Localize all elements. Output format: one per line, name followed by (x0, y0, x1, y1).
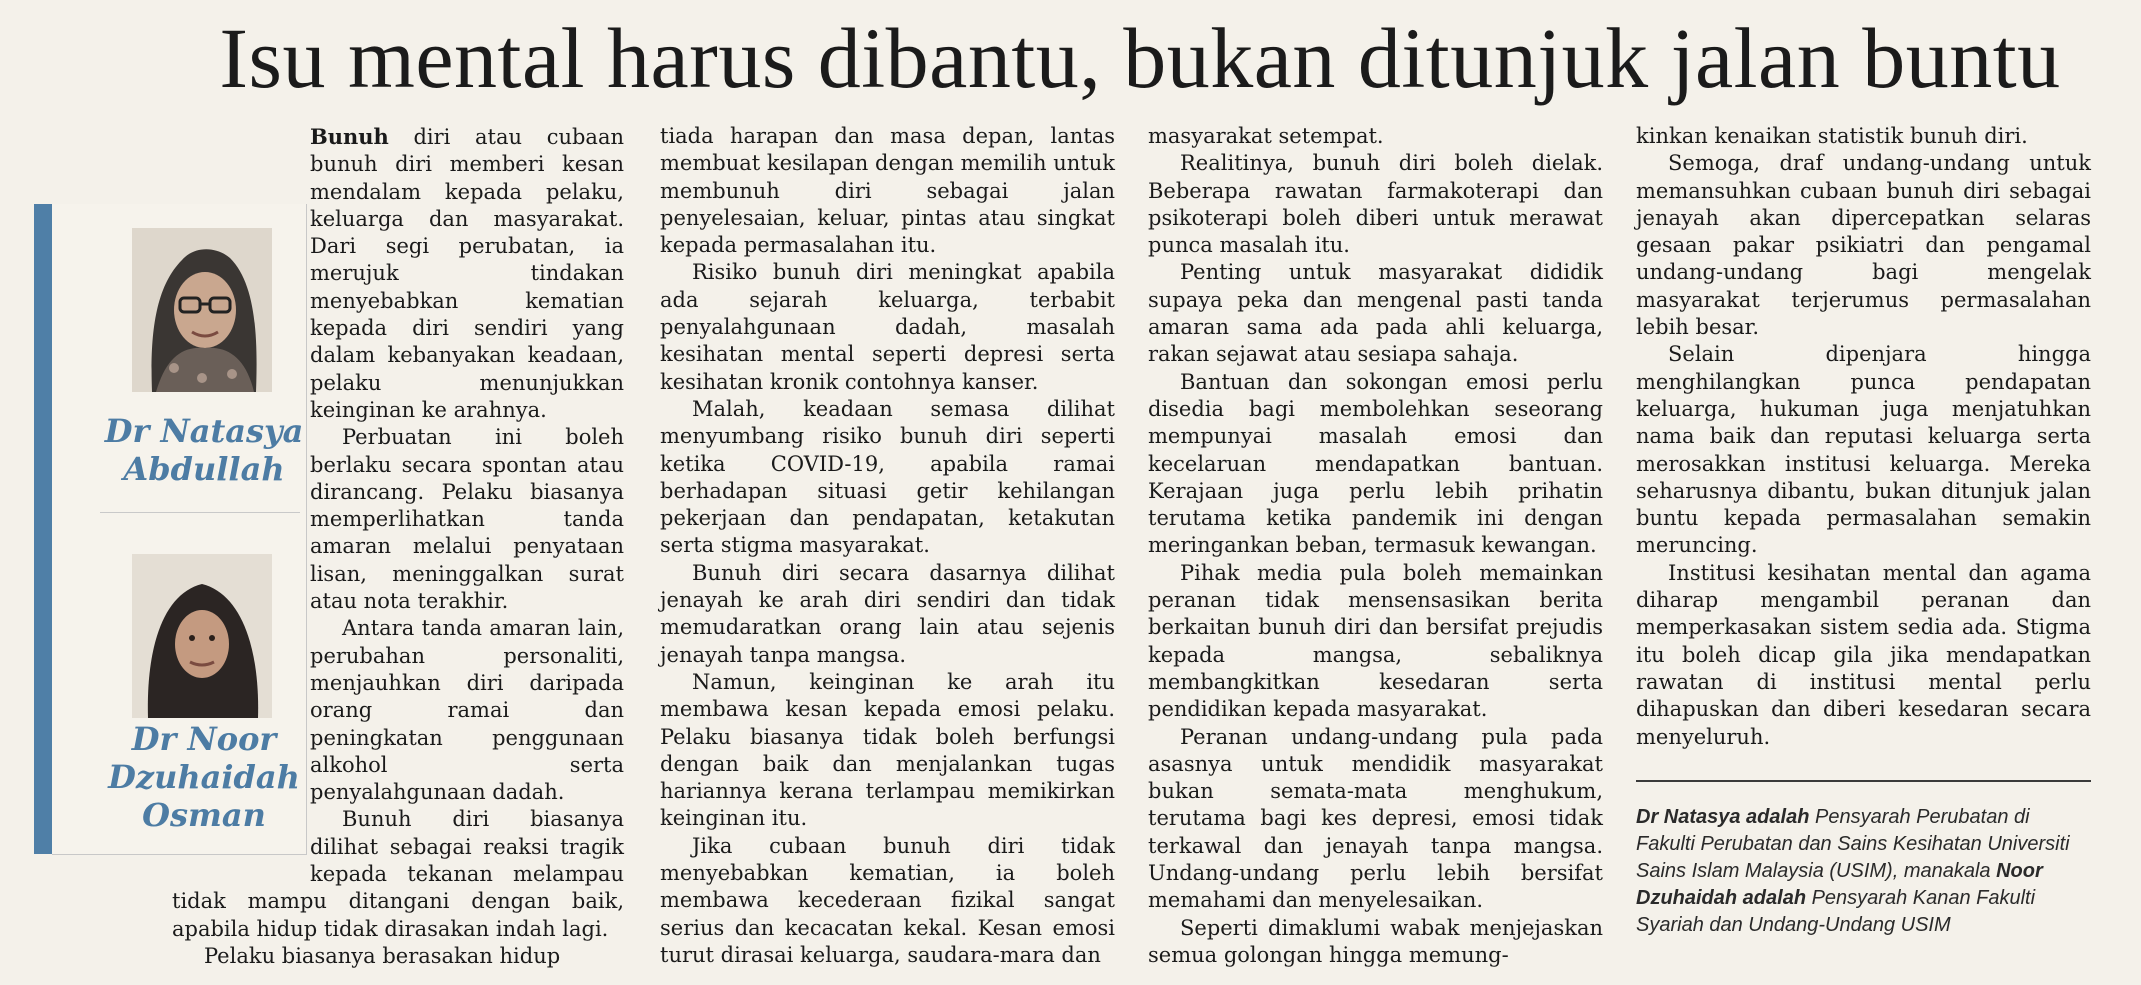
author-bio (1636, 804, 2091, 939)
article-column-1 (172, 123, 624, 970)
paragraph: masyarakat setempat. (1148, 124, 1384, 148)
paragraph: kinkan kenaikan statistik bunuh diri. (1636, 124, 2028, 148)
paragraph: Pihak media pula boleh memainkan peranan tidak mensensasikan berita berkaitan bunuh diri dan bersifat prejudis kepada mangsa, sebaliknya membangkitkan kesedaran serta pendidikan kepada masyarakat. (1148, 560, 1603, 722)
paragraph: Antara tanda amaran lain, perubahan personaliti, menjauhkan diri daripada orang ramai dan peningkatan penggunaan alkohol serta penyalahgunaan dadah. (310, 616, 624, 805)
article-column-2 (660, 123, 1115, 969)
article-column-4 (1636, 123, 2091, 751)
paragraph-text: diri atau cubaan bunuh diri memberi kesan mendalam kepada pelaku, keluarga dan masyarakat. Dari segi perubatan, ia merujuk tindakan menyebabkan kematian kepada diri sendiri yang dalam kebanyakan keadaan, pelaku menunjukkan keinginan ke arahnya. (310, 125, 624, 422)
bio-bold: Dr Natasya adalah (1636, 806, 1810, 828)
author-name-line: Dzuhaidah (108, 758, 300, 796)
author-name-line: Osman (142, 796, 266, 834)
article-column-3 (1148, 123, 1603, 969)
headline: Isu mental harus dibantu, bukan ditunjuk jalan buntu (219, 10, 2061, 106)
bio-divider (1636, 780, 2091, 782)
bio-text: Pensyarah Perubatan di Fakulti Perubatan dan Sains Kesihatan Universiti Sains Islam Malaysia (USIM), manakala (1636, 806, 2070, 882)
paragraph: Perbuatan ini boleh berlaku secara spontan atau dirancang. Pelaku biasanya memperlihatkan tanda amaran melalui penyataan lisan, meninggalkan surat atau nota terakhir. (310, 425, 624, 614)
paragraph: Namun, keinginan ke arah itu membawa kesan kepada emosi pelaku. Pelaku biasanya tidak boleh berfungsi dengan baik dan menjalankan tugas hariannya kerana terlampau memikirkan keinginan itu. (660, 669, 1115, 831)
bio-bold: Noor Dzuhaidah adalah (1636, 860, 2043, 909)
paragraph: Penting untuk masyarakat dididik supaya peka dan mengenal pasti tanda amaran sama ada pada ahli keluarga, rakan sejawat atau sesiapa sahaja. (1148, 260, 1603, 367)
paragraph: Selain dipenjara hingga menghilangkan punca pendapatan keluarga, hukuman juga menjatuhkan nama baik dan reputasi keluarga serta merosakkan institusi keluarga. Mereka seharusnya dibantu, bukan ditunjuk jalan buntu kepada permasalahan semakin meruncing. (1636, 342, 2091, 558)
paragraph: Institusi kesihatan mental dan agama diharap mengambil peranan dan memperkasakan sistem sedia ada. Stigma itu boleh dicap gila jika mendapatkan rawatan di institusi mental perlu dihapuskan dan diberi kesedaran secara menyeluruh. (1636, 560, 2091, 749)
author-name-line: Dr Noor (131, 720, 277, 758)
paragraph: Bantuan dan sokongan emosi perlu disedia bagi membolehkan seseorang mempunyai masalah emosi dan kecelaruan mendapatkan bantuan. Kerajaan juga perlu lebih prihatin terutama ketika pandemik ini dengan meringankan beban, termasuk kewangan. (1148, 369, 1603, 558)
accent-bar (34, 204, 52, 854)
paragraph: Bunuh diri secara dasarnya dilihat jenayah ke arah diri sendiri dan tidak memudaratkan orang lain atau sejenis jenayah tanpa mangsa. (660, 560, 1115, 667)
paragraph: Bunuh diri biasanya dilihat sebagai reaksi tragik kepada tekanan melampau tidak mampu ditangani dengan baik, apabila hidup tidak dirasakan indah lagi. (172, 807, 624, 941)
author-name-line: Dr Natasya (104, 412, 304, 450)
paragraph: Seperti dimaklumi wabak menjejaskan semua golongan hingga memung- (1148, 915, 1603, 967)
paragraph: Realitinya, bunuh diri boleh dielak. Beberapa rawatan farmakoterapi dan psikoterapi boleh diberi untuk merawat punca masalah itu. (1148, 151, 1603, 258)
paragraph: Semoga, draf undang-undang untuk memansuhkan cubaan bunuh diri sebagai jenayah akan dipercepatkan selaras gesaan pakar psikiatri dan pengamal undang-undang bagi mengelak masyarakat terjerumus permasalahan lebih besar. (1636, 151, 2091, 340)
paragraph: Malah, keadaan semasa dilihat menyumbang risiko bunuh diri seperti ketika COVID-19, apabila ramai berhadapan situasi getir kehilangan pekerjaan dan pendapatan, ketakutan serta stigma masyarakat. (660, 396, 1115, 558)
bio-text: Pensyarah Kanan Fakulti Syariah dan Undang-Undang USIM (1636, 887, 2036, 936)
paragraph: Risiko bunuh diri meningkat apabila ada sejarah keluarga, terbabit penyalahgunaan dadah, masalah kesihatan mental seperti depresi serta kesihatan kronik contohnya kanser. (660, 260, 1115, 394)
paragraph: Jika cubaan bunuh diri tidak menyebabkan kematian, ia boleh membawa kecederaan fizikal sangat serius dan kecacatan kekal. Kesan emosi turut dirasai keluarga, saudara-mara dan (660, 833, 1115, 967)
lead-word: Bunuh (310, 124, 389, 149)
paragraph: Pelaku biasanya berasakan hidup (204, 943, 561, 968)
author-name-line: Abdullah (123, 450, 285, 488)
paragraph: tiada harapan dan masa depan, lantas membuat kesilapan dengan memilih untuk membunuh diri sebagai jalan penyelesaian, keluar, pintas atau singkat kepada permasalahan itu. (660, 124, 1115, 258)
paragraph: Peranan undang-undang pula pada asasnya untuk mendidik masyarakat bukan semata-mata menghukum, terutama bagi kes depresi, emosi tidak terkawal dan jenayah tanpa mangsa. Undang-undang perlu lebih bersifat memahami dan menyelesaikan. (1148, 724, 1603, 913)
